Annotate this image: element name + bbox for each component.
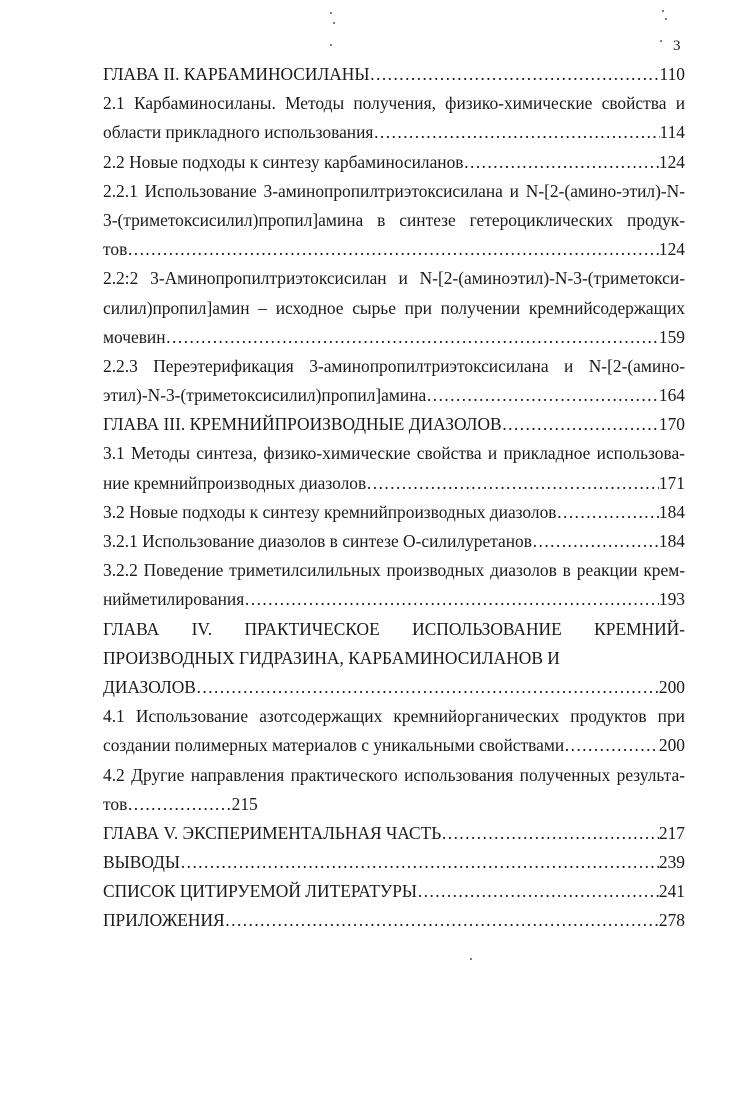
toc-page-number: 200 [658,676,685,697]
toc-entry-3-2-2-line-1: 3.2.2 Поведение триметилсилильных производных диазолов в реакции крем- [103,560,685,581]
toc-entry-4-2 [103,790,685,819]
toc-entry-2-2-2-line-1: 2.2:2 3-Аминопропилтриэтоксисилан и N-[2-(аминоэтил)-N-3-(триметокси- [103,268,685,289]
toc-entry-2-2-1-line-1: 2.2.1 Использование 3-аминопропилтриэтоксисилана и N-[2-(амино-этил)-N- [103,180,685,201]
toc-page-number: 110 [659,64,685,84]
toc-entry-title: 3.2 Новые подходы к синтезу кремнийпроизводных диазолов [103,501,557,522]
toc-entry-2-2-1 [103,235,685,264]
toc-entry-title: 3.2.1 Использование диазолов в синтезе О-силилуретанов [103,531,532,551]
dot-leader [417,877,659,906]
dot-leader [225,906,659,935]
dot-leader [196,673,659,702]
toc-entry-3-1-line-1: 3.1 Методы синтеза, физико-химические свойства и прикладное использова- [103,443,685,464]
toc-page-number: 278 [658,910,685,931]
scan-speck [662,10,664,12]
toc-entry-title: СПИСОК ЦИТИРУЕМОЙ ЛИТЕРАТУРЫ [103,881,418,902]
toc-entry-title: создании полимерных материалов с уникальными свойствами [103,735,565,756]
dot-leader [370,60,660,89]
toc-entry-title: области прикладного использования [103,122,374,143]
toc-page-number: 239 [658,852,685,873]
toc-entry-chapter-5 [103,819,685,848]
toc-page-number: 124 [658,151,685,172]
toc-entry-title: ДИАЗОЛОВ [103,676,196,697]
toc-entry-title: тов [103,793,128,814]
toc-page-number: 241 [658,881,685,902]
dot-leader [244,585,659,614]
dot-leader [464,148,659,177]
dot-leader [180,848,659,877]
toc-entry-4-2-line-1: 4.2 Другие направления практического использования полученных результа- [103,764,685,785]
toc-entry-appendices [103,906,685,935]
dot-leader [441,819,659,848]
toc-entry-chapter-4 [103,673,685,702]
toc-entry-2-2-3-line-1: 2.2.3 Переэтерификация 3-аминопропилтриэтоксисилана и N-[2-(амино- [103,355,685,376]
scan-speck [330,44,332,46]
toc-page-number: 170 [658,414,685,435]
toc-entry-chapter-4-line-1: ГЛАВА IV. ПРАКТИЧЕСКОЕ ИСПОЛЬЗОВАНИЕ КРЕМНИЙ- [103,618,685,639]
dot-leader [166,323,659,352]
toc-page-number: 184 [658,531,685,551]
scan-speck [665,18,667,20]
toc-entry-3-2 [103,498,685,527]
toc-entry-title: ГЛАВА III. КРЕМНИЙПРОИЗВОДНЫЕ ДИАЗОЛОВ [103,414,502,435]
toc-entry-2-1 [103,118,685,147]
toc-entry-2-2-1-line-2: 3-(триметоксисилил)пропил]амина в синтезе гетероциклических продук- [103,209,685,230]
toc-entry-2-2-3 [103,381,685,410]
toc-entry-references [103,877,685,906]
toc-page-number: 164 [658,385,685,406]
dot-leader [502,410,659,439]
toc-entry-2-2-2 [103,323,685,352]
scan-speck [330,12,332,14]
dot-leader [557,498,659,527]
toc-entry-conclusions [103,848,685,877]
dot-leader [127,235,659,264]
toc-entry-title: тов [103,239,128,260]
toc-entry-title: этил)-N-3-(триметоксисилил)пропил]амина [103,385,427,406]
toc-entry-title: ВЫВОДЫ [103,852,181,873]
dot-leader [564,731,659,760]
toc-entry-2-2 [103,148,685,177]
toc-entry-title: 2.2 Новые подходы к синтезу карбаминосиланов [103,151,464,172]
toc-entry-3-2-1 [103,527,685,556]
toc-entry-4-1-line-1: 4.1 Использование азотсодержащих кремнийорганических продуктов при [103,706,685,727]
scan-speck [333,22,335,24]
dot-leader [366,469,659,498]
page-number: 3 [673,38,681,54]
toc-entry-3-2-2 [103,585,685,614]
toc-page-number: 200 [658,735,685,756]
toc-page-number: 124 [658,239,685,260]
table-of-contents [103,60,685,936]
toc-entry-title: мочевин [103,326,166,347]
dot-leader: ……………… [127,793,232,814]
toc-entry-3-1 [103,469,685,498]
toc-page-number: 193 [658,589,685,610]
dot-leader [532,527,659,556]
toc-entry-title: ГЛАВА II. КАРБАМИНОСИЛАНЫ [103,64,370,84]
toc-entry-title: ние кремнийпроизводных диазолов [103,472,367,493]
scan-speck [660,40,662,42]
scan-speck [470,958,472,960]
toc-entry-title: ГЛАВА V. ЭКСПЕРИМЕНТАЛЬНАЯ ЧАСТЬ [103,822,442,843]
toc-entry-2-1-line-1: 2.1 Карбаминосиланы. Методы получения, физико-химические свойства и [103,93,685,114]
toc-entry-4-1 [103,731,685,760]
toc-page-number: 184 [658,501,685,522]
toc-page-number: 114 [659,122,685,143]
dot-leader [373,118,659,147]
dot-leader [426,381,659,410]
toc-page-number: 217 [658,822,685,843]
toc-entry-title: ПРИЛОЖЕНИЯ [103,910,225,931]
toc-entry-2-2-2-line-2: силил)пропил]амин – исходное сырье при получении кремнийсодержащих [103,297,685,318]
toc-page-number: 215 [231,793,258,814]
toc-entry-title: нийметилирования [103,589,245,610]
toc-page-number: 159 [658,326,685,347]
toc-entry-chapter-4-line-2: ПРОИЗВОДНЫХ ГИДРАЗИНА, КАРБАМИНОСИЛАНОВ И [103,647,560,668]
toc-entry-chapter-3 [103,410,685,439]
toc-page-number: 171 [658,472,685,493]
toc-entry-chapter-2 [103,60,685,89]
